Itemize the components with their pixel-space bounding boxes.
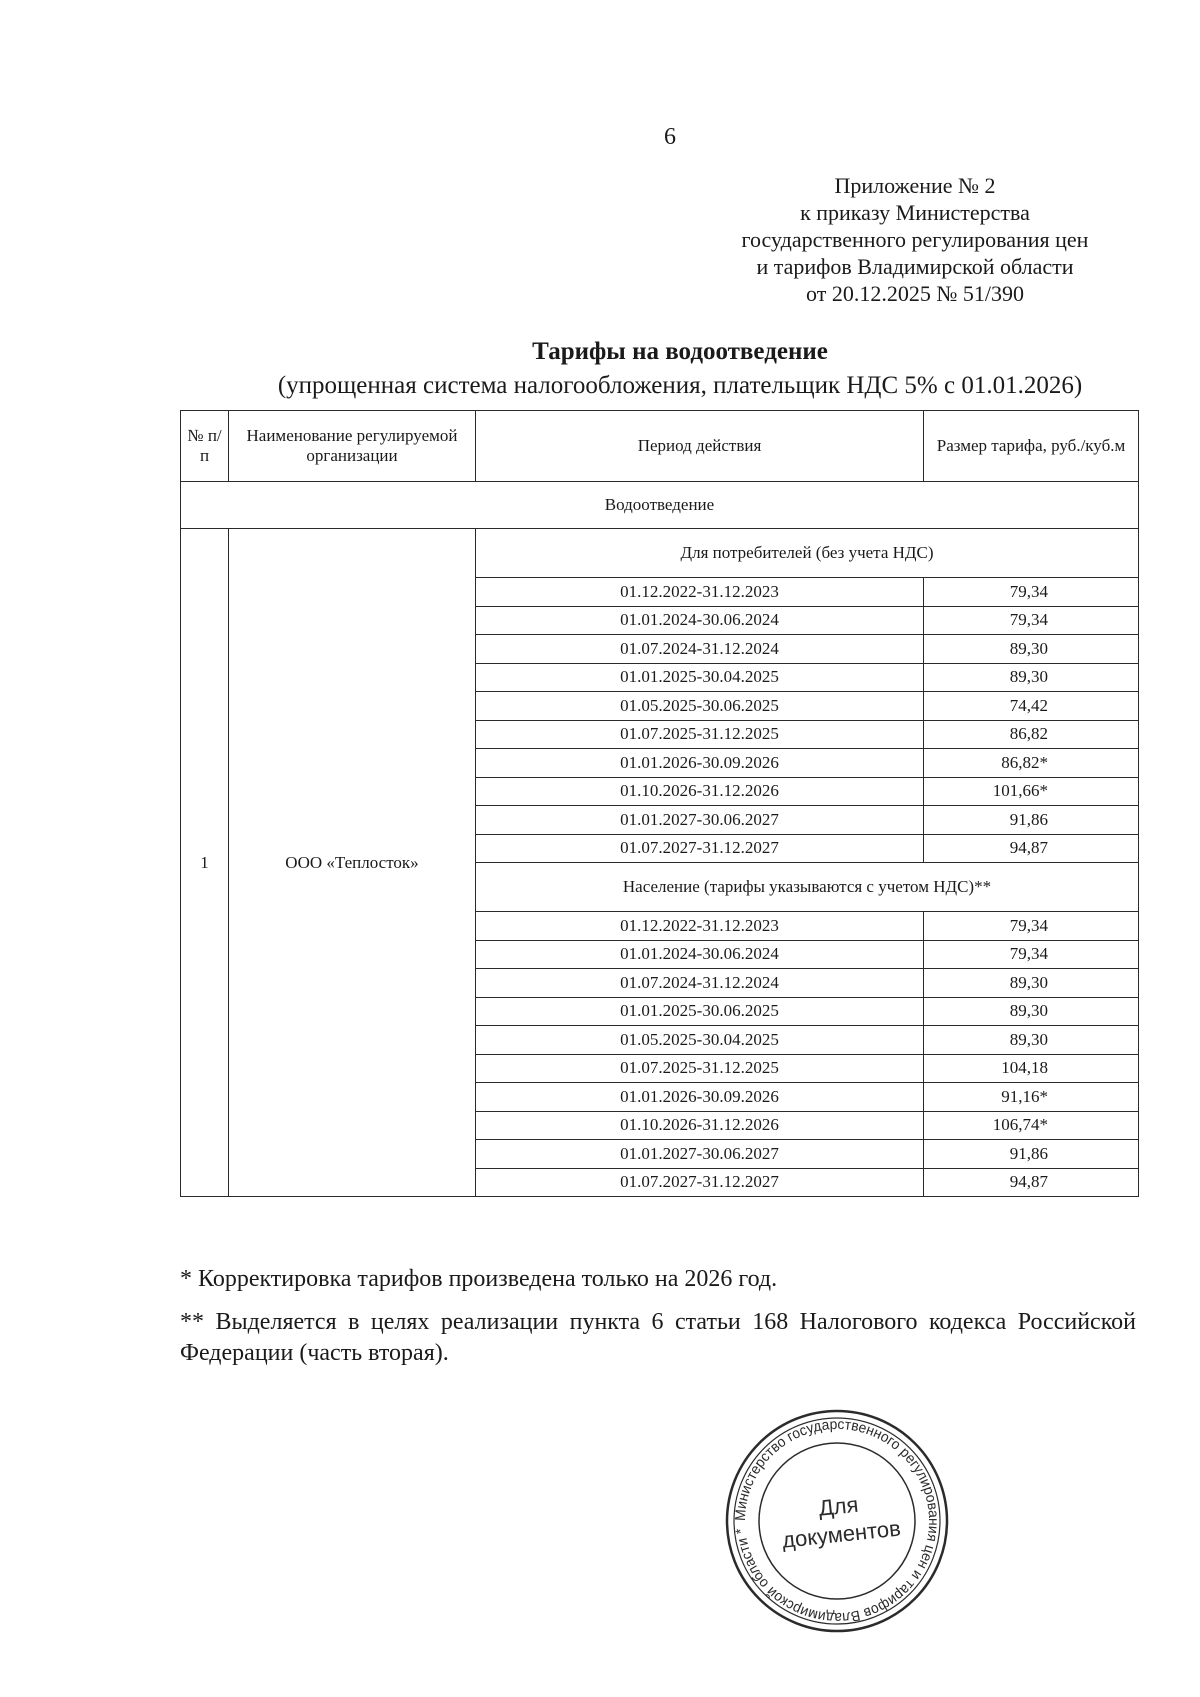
group-header-row: [181, 529, 1139, 578]
appendix-line: и тарифов Владимирской области: [756, 254, 1074, 279]
tariff-value-cell: 89,30: [924, 969, 1139, 998]
section-label: Водоотведение: [181, 482, 1139, 529]
tariff-value-cell: 101,66*: [924, 777, 1139, 806]
tariff-value-cell: 89,30: [924, 663, 1139, 692]
period-cell: 01.10.2026-31.12.2026: [476, 777, 924, 806]
period-cell: 01.01.2026-30.09.2026: [476, 749, 924, 778]
official-stamp: [722, 1406, 952, 1636]
tariff-value-cell: 91,16*: [924, 1083, 1139, 1112]
row-number: 1: [181, 529, 229, 1197]
period-cell: 01.07.2025-31.12.2025: [476, 1054, 924, 1083]
stamp-graphic: [722, 1406, 952, 1636]
period-cell: 01.01.2025-30.04.2025: [476, 663, 924, 692]
table-header-row: [181, 411, 1139, 482]
footnote-2: ** Выделяется в целях реализации пункта 6 статьи 168 Налогового кодекса Российской Федерации (часть вторая).: [180, 1309, 1136, 1366]
header-tariff: Размер тарифа, руб./куб.м: [924, 411, 1139, 482]
tariff-value-cell: 89,30: [924, 997, 1139, 1026]
tariff-value-cell: 79,34: [924, 606, 1139, 635]
tariff-value-cell: 106,74*: [924, 1111, 1139, 1140]
footnote-1: * Корректировка тарифов произведена только на 2026 год.: [180, 1266, 778, 1292]
appendix-block: [700, 172, 1130, 307]
tariff-table: [180, 410, 1139, 1197]
tariff-value-cell: 91,86: [924, 1140, 1139, 1169]
section-row: [181, 482, 1139, 529]
period-cell: 01.07.2024-31.12.2024: [476, 969, 924, 998]
tariff-value-cell: 79,34: [924, 940, 1139, 969]
group-label: Для потребителей (без учета НДС): [476, 529, 1139, 578]
document-title: Тарифы на водоотведение: [532, 338, 828, 365]
period-cell: 01.10.2026-31.12.2026: [476, 1111, 924, 1140]
stamp-outer-ring: [727, 1411, 947, 1631]
period-cell: 01.01.2024-30.06.2024: [476, 940, 924, 969]
period-cell: 01.05.2025-30.06.2025: [476, 692, 924, 721]
organization-name: ООО «Теплосток»: [229, 529, 476, 1197]
period-cell: 01.07.2027-31.12.2027: [476, 1168, 924, 1197]
period-cell: 01.01.2026-30.09.2026: [476, 1083, 924, 1112]
period-cell: 01.07.2027-31.12.2027: [476, 834, 924, 863]
header-number: № п/п: [181, 411, 229, 482]
tariff-value-cell: 94,87: [924, 834, 1139, 863]
tariff-table-body: [181, 482, 1139, 1197]
group-label: Население (тарифы указываются с учетом НДС)**: [476, 863, 1139, 912]
tariff-value-cell: 74,42: [924, 692, 1139, 721]
page-number: 6: [664, 124, 676, 150]
stamp-center-line-1: Для: [817, 1491, 860, 1521]
period-cell: 01.01.2027-30.06.2027: [476, 1140, 924, 1169]
period-cell: 01.01.2027-30.06.2027: [476, 806, 924, 835]
header-organization: Наименование регулируемой организации: [229, 411, 476, 482]
period-cell: 01.07.2025-31.12.2025: [476, 720, 924, 749]
document-subtitle: (упрощенная система налогообложения, плательщик НДС 5% с 01.01.2026): [277, 372, 1083, 399]
appendix-line: государственного регулирования цен: [741, 227, 1089, 252]
tariff-value-cell: 89,30: [924, 1026, 1139, 1055]
tariff-value-cell: 89,30: [924, 635, 1139, 664]
stamp-ring-text: Министерство государственного регулирования цен и тарифов Владимирской области *: [732, 1416, 942, 1626]
header-period: Период действия: [476, 411, 924, 482]
period-cell: 01.12.2022-31.12.2023: [476, 578, 924, 607]
tariff-value-cell: 86,82: [924, 720, 1139, 749]
appendix-line: от 20.12.2025 № 51/390: [806, 281, 1024, 306]
stamp-center-line-2: документов: [780, 1515, 902, 1553]
period-cell: 01.05.2025-30.04.2025: [476, 1026, 924, 1055]
tariff-value-cell: 86,82*: [924, 749, 1139, 778]
period-cell: 01.07.2024-31.12.2024: [476, 635, 924, 664]
tariff-value-cell: 79,34: [924, 578, 1139, 607]
tariff-value-cell: 104,18: [924, 1054, 1139, 1083]
appendix-line: Приложение № 2: [834, 173, 996, 198]
period-cell: 01.01.2024-30.06.2024: [476, 606, 924, 635]
tariff-value-cell: 91,86: [924, 806, 1139, 835]
period-cell: 01.12.2022-31.12.2023: [476, 912, 924, 941]
tariff-value-cell: 94,87: [924, 1168, 1139, 1197]
tariff-value-cell: 79,34: [924, 912, 1139, 941]
appendix-line: к приказу Министерства: [800, 200, 1030, 225]
period-cell: 01.01.2025-30.06.2025: [476, 997, 924, 1026]
